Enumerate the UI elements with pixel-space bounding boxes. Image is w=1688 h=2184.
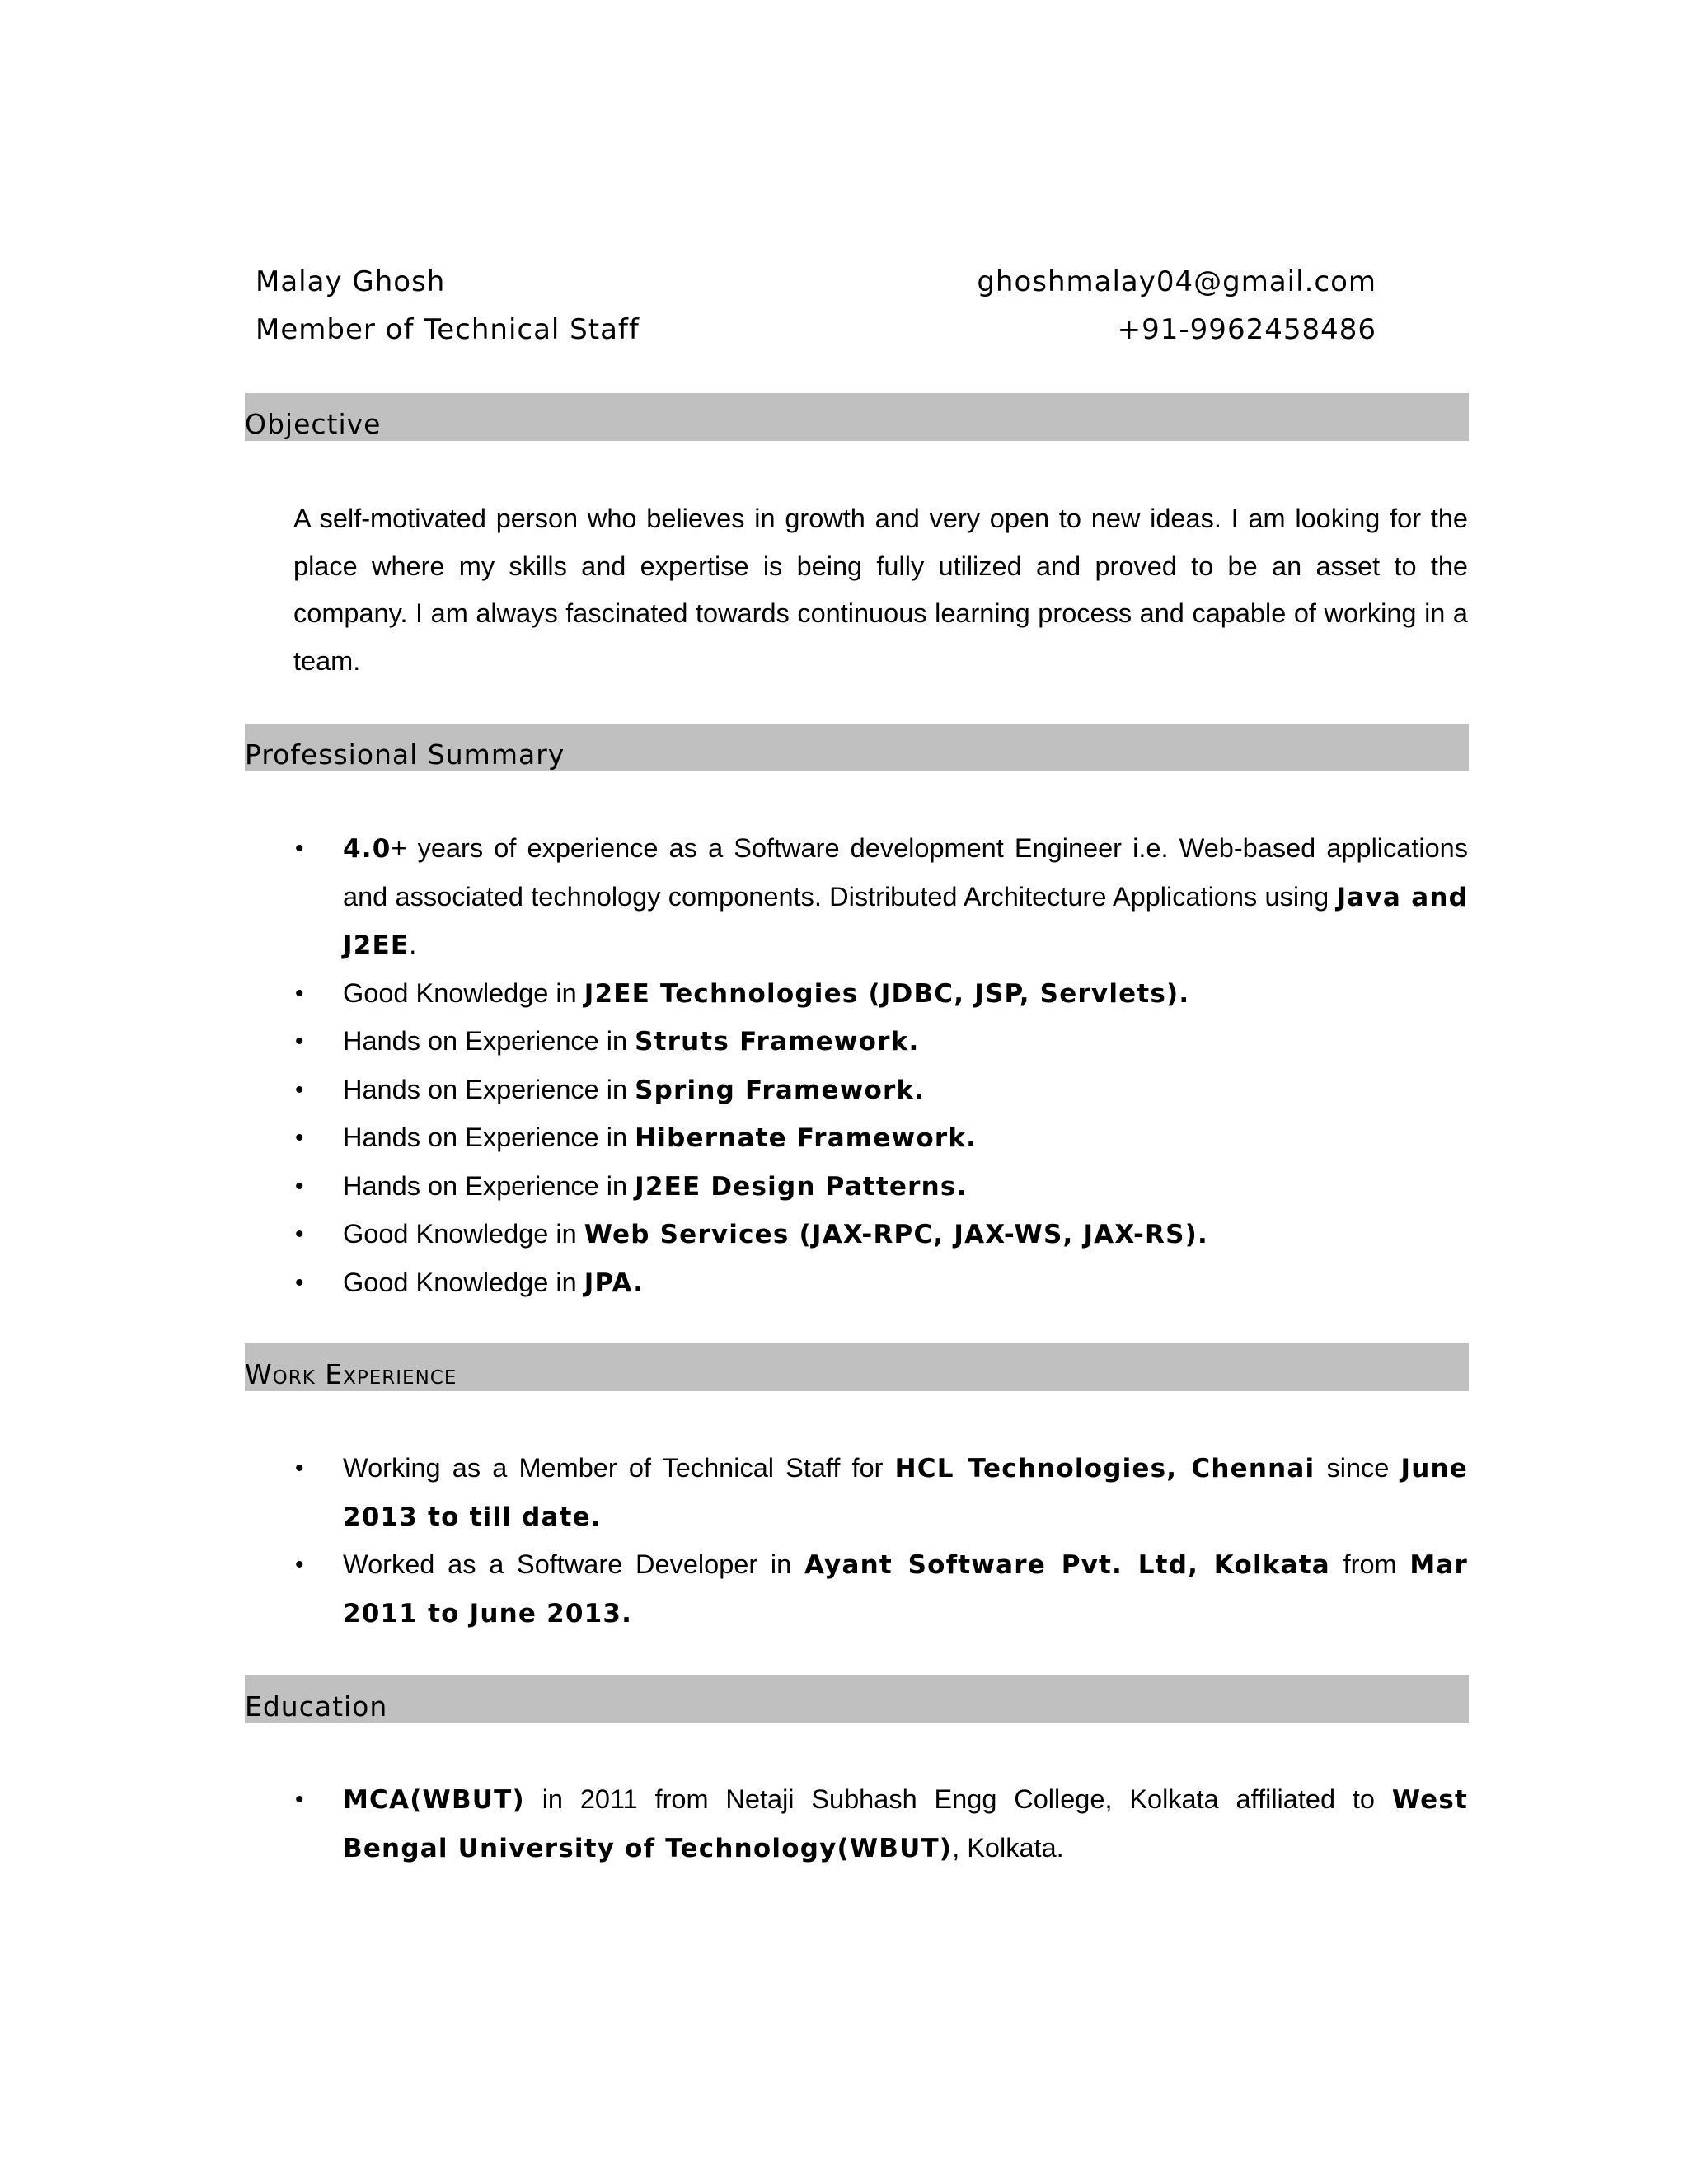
employer-name: HCL Technologies, Chennai (894, 1454, 1315, 1483)
list-item (293, 1541, 1468, 1638)
list-item (293, 1445, 1468, 1541)
bullet-icon: • (295, 1786, 304, 1813)
list-item (293, 1776, 1468, 1872)
education-title: Education (245, 1690, 388, 1722)
list-item-text: Hands on Experience in (343, 1074, 635, 1104)
list-item-highlight: J2EE Design Patterns. (635, 1171, 968, 1202)
list-item-text: . (409, 930, 417, 959)
list-item-text: Hands on Experience in (343, 1170, 635, 1201)
contact-phone: +91-9962458486 (1117, 313, 1376, 346)
employment-period: Mar 2011 to June 2013. (343, 1550, 1469, 1629)
summary-title: Professional Summary (245, 738, 565, 771)
experience-years: 4.0 (343, 834, 392, 864)
list-item-text: from (1329, 1549, 1410, 1579)
list-item-highlight: Struts Framework. (635, 1027, 920, 1057)
university-name: West Bengal University of Technology(WBUT) (343, 1785, 1468, 1863)
list-item (293, 1211, 1468, 1259)
bullet-icon: • (295, 1221, 304, 1248)
list-item-text: Hands on Experience in (343, 1026, 635, 1056)
list-item-highlight: Java and J2EE (343, 882, 1469, 960)
bullet-icon: • (295, 1172, 304, 1200)
bullet-icon: • (295, 1455, 304, 1482)
bullet-icon: • (295, 1551, 304, 1578)
education-section-header (245, 1675, 1469, 1723)
candidate-role: Member of Technical Staff (256, 313, 640, 346)
objective-text: A self-motivated person who believes in growth and very open to new ideas. I am looking for the place where my skills and expertise is being fully utilized and proved to be an asset to the company. I am always fascinated towards continuous learning process and capable of working in a team. (293, 504, 1468, 676)
bullet-icon: • (295, 979, 304, 1007)
summary-list (293, 825, 1468, 1307)
work-section-header (245, 1343, 1469, 1391)
list-item-text: Hands on Experience in (343, 1122, 635, 1152)
list-item-text: Working as a Member of Technical Staff for (343, 1453, 895, 1483)
list-item (293, 1163, 1468, 1212)
list-item-text: Good Knowledge in (343, 1219, 584, 1249)
list-item-text: , Kolkata. (952, 1832, 1064, 1863)
list-item-highlight: Web Services (JAX-RPC, JAX-WS, JAX-RS). (584, 1220, 1208, 1249)
list-item-text: since (1315, 1453, 1401, 1483)
candidate-name: Malay Ghosh (256, 265, 446, 298)
bullet-icon: • (295, 835, 304, 862)
bullet-icon: • (295, 1028, 304, 1055)
list-item-highlight: Hibernate Framework. (635, 1123, 978, 1153)
education-list (293, 1776, 1468, 1872)
list-item (293, 1018, 1468, 1066)
header-row-1 (256, 265, 1376, 298)
list-item-text: Worked as a Software Developer in (343, 1549, 804, 1579)
list-item-text: in 2011 from Netaji Subhash Engg College, Kolkata affiliated to (524, 1784, 1392, 1814)
bullet-icon: • (295, 1268, 304, 1296)
list-item-text: Good Knowledge in (343, 1267, 584, 1297)
list-item (293, 1066, 1468, 1115)
header-row-2 (256, 313, 1376, 346)
list-item-highlight: J2EE Technologies (JDBC, JSP, Servlets). (584, 978, 1190, 1009)
objective-title: Objective (245, 408, 382, 440)
list-item (293, 970, 1468, 1019)
list-item (293, 825, 1468, 970)
degree-name: MCA(WBUT) (343, 1785, 525, 1815)
list-item-highlight: Spring Framework. (635, 1075, 926, 1105)
bullet-icon: • (295, 1076, 304, 1104)
work-list (293, 1445, 1468, 1638)
list-item-text: + years of experience as a Software development Engineer i.e. Web-based applications and associated technology components. Distributed Architecture Applications using (343, 833, 1468, 912)
list-item (293, 1259, 1468, 1308)
work-title: Work Experience (245, 1358, 457, 1390)
employer-name: Ayant Software Pvt. Ltd, Kolkata (804, 1550, 1330, 1580)
employment-period: June 2013 to till date. (343, 1454, 1469, 1532)
list-item-highlight: JPA. (584, 1268, 645, 1298)
objective-section-header (245, 393, 1469, 441)
list-item (293, 1114, 1468, 1163)
list-item-text: Good Knowledge in (343, 977, 584, 1008)
contact-email: ghoshmalay04@gmail.com (977, 265, 1376, 298)
bullet-icon: • (295, 1124, 304, 1151)
summary-section-header (245, 724, 1469, 771)
